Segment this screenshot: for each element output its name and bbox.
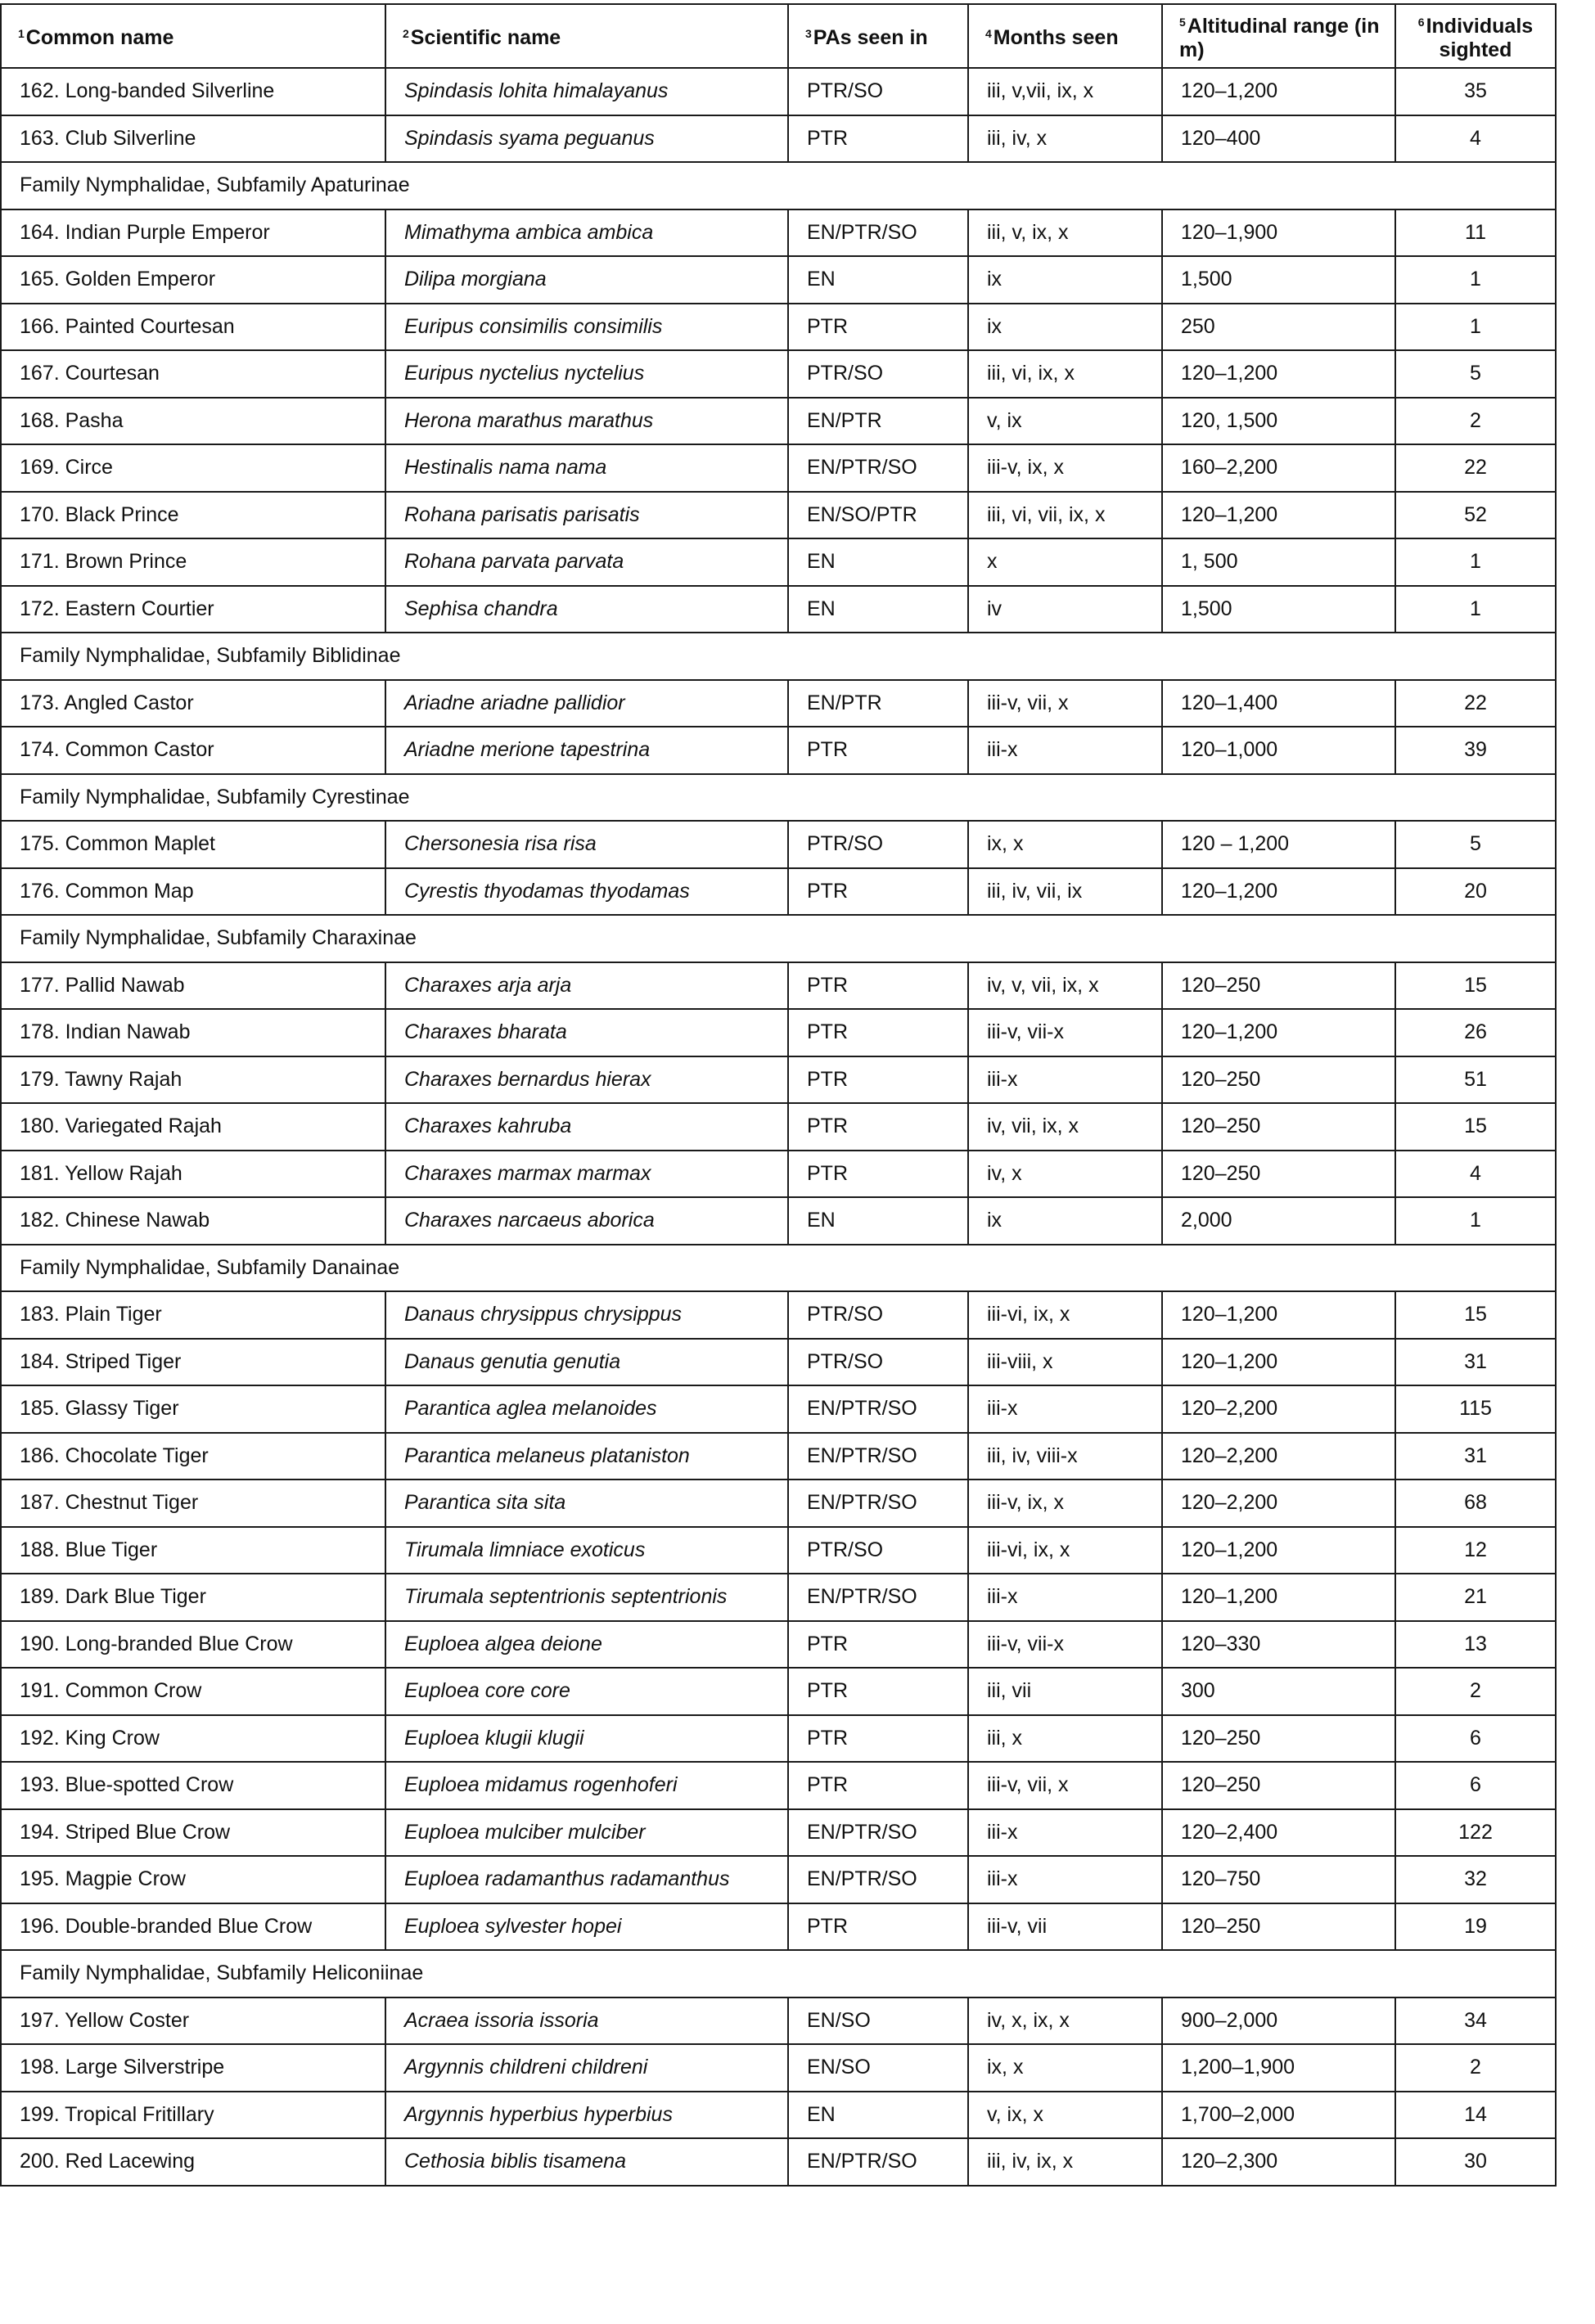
scientific-name-cell: Spindasis syama peguanus	[385, 115, 788, 163]
individuals-cell: 35	[1395, 68, 1556, 115]
altitude-cell: 300	[1162, 1668, 1395, 1715]
altitude-cell: 120–1,900	[1162, 209, 1395, 257]
table-row	[1, 821, 1556, 868]
altitude-cell: 1,200–1,900	[1162, 2044, 1395, 2092]
common-name-cell: 183. Plain Tiger	[1, 1291, 385, 1339]
common-name-cell: 193. Blue-spotted Crow	[1, 1762, 385, 1809]
months-cell: iii, iv, vii, ix	[968, 868, 1162, 916]
altitude-cell: 1,500	[1162, 256, 1395, 304]
pa-cell: PTR	[788, 1103, 968, 1151]
months-cell: iii-v, vii-x	[968, 1621, 1162, 1669]
altitude-cell: 120–330	[1162, 1621, 1395, 1669]
altitude-cell: 250	[1162, 304, 1395, 351]
individuals-cell: 68	[1395, 1480, 1556, 1527]
table-row	[1, 68, 1556, 115]
scientific-name-cell: Spindasis lohita himalayanus	[385, 68, 788, 115]
pa-cell: EN/PTR/SO	[788, 1480, 968, 1527]
months-cell: iv, x, ix, x	[968, 1997, 1162, 2045]
scientific-name-cell: Chersonesia risa risa	[385, 821, 788, 868]
altitude-cell: 160–2,200	[1162, 444, 1395, 492]
months-cell: ix	[968, 256, 1162, 304]
common-name-cell: 168. Pasha	[1, 398, 385, 445]
table-body	[1, 68, 1556, 2186]
altitude-cell: 120–1,200	[1162, 1574, 1395, 1621]
table-row	[1, 1668, 1556, 1715]
common-name-cell: 192. King Crow	[1, 1715, 385, 1763]
scientific-name-cell: Rohana parvata parvata	[385, 538, 788, 586]
individuals-cell: 31	[1395, 1339, 1556, 1386]
altitude-cell: 120–1,400	[1162, 680, 1395, 727]
individuals-cell: 20	[1395, 868, 1556, 916]
common-name-cell: 181. Yellow Rajah	[1, 1151, 385, 1198]
family-heading: Family Nymphalidae, Subfamily Danainae	[1, 1245, 1556, 1292]
common-name-cell: 162. Long-banded Silverline	[1, 68, 385, 115]
months-cell: iii, iv, viii-x	[968, 1433, 1162, 1480]
pa-cell: PTR	[788, 1903, 968, 1951]
table-row	[1, 1903, 1556, 1951]
altitude-cell: 120–1,200	[1162, 1339, 1395, 1386]
pa-cell: PTR	[788, 1762, 968, 1809]
individuals-cell: 5	[1395, 821, 1556, 868]
altitude-cell: 120–2,200	[1162, 1433, 1395, 1480]
scientific-name-cell: Euploea klugii klugii	[385, 1715, 788, 1763]
table-row	[1, 350, 1556, 398]
pa-cell: EN/PTR/SO	[788, 2138, 968, 2186]
scientific-name-cell: Euripus nyctelius nyctelius	[385, 350, 788, 398]
scientific-name-cell: Charaxes bharata	[385, 1009, 788, 1056]
individuals-cell: 1	[1395, 586, 1556, 633]
months-cell: iii-v, vii-x	[968, 1009, 1162, 1056]
pa-cell: EN/PTR/SO	[788, 1385, 968, 1433]
altitude-cell: 120–250	[1162, 1151, 1395, 1198]
individuals-cell: 12	[1395, 1527, 1556, 1574]
table-row	[1, 1291, 1556, 1339]
scientific-name-cell: Danaus chrysippus chrysippus	[385, 1291, 788, 1339]
months-cell: iii, v,vii, ix, x	[968, 68, 1162, 115]
individuals-cell: 4	[1395, 1151, 1556, 1198]
family-heading: Family Nymphalidae, Subfamily Biblidinae	[1, 633, 1556, 680]
common-name-cell: 185. Glassy Tiger	[1, 1385, 385, 1433]
common-name-cell: 194. Striped Blue Crow	[1, 1809, 385, 1857]
altitude-cell: 120–250	[1162, 962, 1395, 1010]
common-name-cell: 197. Yellow Coster	[1, 1997, 385, 2045]
altitude-cell: 120, 1,500	[1162, 398, 1395, 445]
table-row	[1, 1197, 1556, 1245]
altitude-cell: 900–2,000	[1162, 1997, 1395, 2045]
family-row	[1, 774, 1556, 822]
header-individuals-sighted: $^6$Individuals sighted	[1395, 4, 1556, 68]
common-name-cell: 166. Painted Courtesan	[1, 304, 385, 351]
pa-cell: PTR	[788, 868, 968, 916]
scientific-name-cell: Ariadne ariadne pallidior	[385, 680, 788, 727]
altitude-cell: 120 – 1,200	[1162, 821, 1395, 868]
months-cell: x	[968, 538, 1162, 586]
family-row	[1, 1950, 1556, 1997]
scientific-name-cell: Cyrestis thyodamas thyodamas	[385, 868, 788, 916]
table-row	[1, 1809, 1556, 1857]
common-name-cell: 199. Tropical Fritillary	[1, 2092, 385, 2139]
individuals-cell: 32	[1395, 1856, 1556, 1903]
pa-cell: EN	[788, 2092, 968, 2139]
scientific-name-cell: Argynnis childreni childreni	[385, 2044, 788, 2092]
scientific-name-cell: Herona marathus marathus	[385, 398, 788, 445]
individuals-cell: 1	[1395, 304, 1556, 351]
months-cell: iii-x	[968, 1385, 1162, 1433]
scientific-name-cell: Rohana parisatis parisatis	[385, 492, 788, 539]
pa-cell: EN/PTR/SO	[788, 1856, 968, 1903]
individuals-cell: 15	[1395, 1291, 1556, 1339]
table-row	[1, 1997, 1556, 2045]
months-cell: iii, vi, ix, x	[968, 350, 1162, 398]
pa-cell: PTR	[788, 304, 968, 351]
altitude-cell: 1,500	[1162, 586, 1395, 633]
altitude-cell: 120–1,200	[1162, 492, 1395, 539]
table-row	[1, 1385, 1556, 1433]
altitude-cell: 120–250	[1162, 1715, 1395, 1763]
individuals-cell: 30	[1395, 2138, 1556, 2186]
altitude-cell: 120–1,200	[1162, 68, 1395, 115]
altitude-cell: 1, 500	[1162, 538, 1395, 586]
individuals-cell: 14	[1395, 2092, 1556, 2139]
common-name-cell: 177. Pallid Nawab	[1, 962, 385, 1010]
common-name-cell: 182. Chinese Nawab	[1, 1197, 385, 1245]
scientific-name-cell: Charaxes narcaeus aborica	[385, 1197, 788, 1245]
individuals-cell: 1	[1395, 1197, 1556, 1245]
common-name-cell: 174. Common Castor	[1, 727, 385, 774]
pa-cell: PTR/SO	[788, 1291, 968, 1339]
common-name-cell: 164. Indian Purple Emperor	[1, 209, 385, 257]
common-name-cell: 175. Common Maplet	[1, 821, 385, 868]
common-name-cell: 200. Red Lacewing	[1, 2138, 385, 2186]
common-name-cell: 189. Dark Blue Tiger	[1, 1574, 385, 1621]
common-name-cell: 198. Large Silverstripe	[1, 2044, 385, 2092]
months-cell: iii, vii	[968, 1668, 1162, 1715]
individuals-cell: 15	[1395, 1103, 1556, 1151]
scientific-name-cell: Cethosia biblis tisamena	[385, 2138, 788, 2186]
months-cell: iv, x	[968, 1151, 1162, 1198]
individuals-cell: 22	[1395, 680, 1556, 727]
pa-cell: PTR	[788, 727, 968, 774]
altitude-cell: 120–2,200	[1162, 1480, 1395, 1527]
common-name-cell: 167. Courtesan	[1, 350, 385, 398]
altitude-cell: 120–1,200	[1162, 1527, 1395, 1574]
common-name-cell: 184. Striped Tiger	[1, 1339, 385, 1386]
months-cell: iii-v, ix, x	[968, 444, 1162, 492]
months-cell: iii-x	[968, 1809, 1162, 1857]
table-row	[1, 256, 1556, 304]
common-name-cell: 170. Black Prince	[1, 492, 385, 539]
pa-cell: PTR	[788, 1668, 968, 1715]
pa-cell: EN/PTR/SO	[788, 1433, 968, 1480]
altitude-cell: 120–2,200	[1162, 1385, 1395, 1433]
individuals-cell: 6	[1395, 1715, 1556, 1763]
species-table	[0, 3, 1557, 2187]
header-months-seen: $^4$Months seen	[968, 4, 1162, 68]
scientific-name-cell: Charaxes arja arja	[385, 962, 788, 1010]
pa-cell: PTR	[788, 1151, 968, 1198]
altitude-cell: 2,000	[1162, 1197, 1395, 1245]
common-name-cell: 173. Angled Castor	[1, 680, 385, 727]
altitude-cell: 120–2,300	[1162, 2138, 1395, 2186]
table-row	[1, 1103, 1556, 1151]
scientific-name-cell: Euploea algea deione	[385, 1621, 788, 1669]
scientific-name-cell: Tirumala limniace exoticus	[385, 1527, 788, 1574]
scientific-name-cell: Mimathyma ambica ambica	[385, 209, 788, 257]
table-row	[1, 727, 1556, 774]
individuals-cell: 2	[1395, 398, 1556, 445]
individuals-cell: 6	[1395, 1762, 1556, 1809]
individuals-cell: 22	[1395, 444, 1556, 492]
scientific-name-cell: Euploea mulciber mulciber	[385, 1809, 788, 1857]
scientific-name-cell: Charaxes marmax marmax	[385, 1151, 788, 1198]
altitude-cell: 120–1,200	[1162, 350, 1395, 398]
table-row	[1, 2092, 1556, 2139]
months-cell: iii, iv, x	[968, 115, 1162, 163]
table-row	[1, 1762, 1556, 1809]
table-row	[1, 1056, 1556, 1104]
months-cell: ix	[968, 304, 1162, 351]
altitude-cell: 120–250	[1162, 1903, 1395, 1951]
altitude-cell: 120–250	[1162, 1103, 1395, 1151]
months-cell: iii-v, vii, x	[968, 680, 1162, 727]
family-heading: Family Nymphalidae, Subfamily Cyrestinae	[1, 774, 1556, 822]
individuals-cell: 21	[1395, 1574, 1556, 1621]
pa-cell: PTR	[788, 115, 968, 163]
pa-cell: EN/SO/PTR	[788, 492, 968, 539]
table-row	[1, 1574, 1556, 1621]
altitude-cell: 120–1,200	[1162, 1009, 1395, 1056]
family-row	[1, 162, 1556, 209]
table-row	[1, 398, 1556, 445]
pa-cell: PTR/SO	[788, 821, 968, 868]
pa-cell: PTR/SO	[788, 1339, 968, 1386]
individuals-cell: 13	[1395, 1621, 1556, 1669]
altitude-cell: 120–750	[1162, 1856, 1395, 1903]
altitude-cell: 120–1,200	[1162, 868, 1395, 916]
altitude-cell: 1,700–2,000	[1162, 2092, 1395, 2139]
months-cell: iii-vi, ix, x	[968, 1527, 1162, 1574]
individuals-cell: 2	[1395, 1668, 1556, 1715]
months-cell: iii, iv, ix, x	[968, 2138, 1162, 2186]
common-name-cell: 195. Magpie Crow	[1, 1856, 385, 1903]
header-row	[1, 4, 1556, 68]
pa-cell: EN/SO	[788, 1997, 968, 2045]
scientific-name-cell: Hestinalis nama nama	[385, 444, 788, 492]
months-cell: ix	[968, 1197, 1162, 1245]
common-name-cell: 171. Brown Prince	[1, 538, 385, 586]
scientific-name-cell: Sephisa chandra	[385, 586, 788, 633]
pa-cell: EN/PTR	[788, 398, 968, 445]
scientific-name-cell: Dilipa morgiana	[385, 256, 788, 304]
table-row	[1, 1433, 1556, 1480]
table-row	[1, 1621, 1556, 1669]
table-row	[1, 1151, 1556, 1198]
scientific-name-cell: Charaxes kahruba	[385, 1103, 788, 1151]
months-cell: ix, x	[968, 821, 1162, 868]
months-cell: iii-v, ix, x	[968, 1480, 1162, 1527]
scientific-name-cell: Euploea radamanthus radamanthus	[385, 1856, 788, 1903]
individuals-cell: 31	[1395, 1433, 1556, 1480]
table-row	[1, 209, 1556, 257]
scientific-name-cell: Parantica sita sita	[385, 1480, 788, 1527]
pa-cell: EN/PTR/SO	[788, 444, 968, 492]
family-heading: Family Nymphalidae, Subfamily Apaturinae	[1, 162, 1556, 209]
pa-cell: PTR	[788, 1009, 968, 1056]
table-row	[1, 1527, 1556, 1574]
individuals-cell: 39	[1395, 727, 1556, 774]
individuals-cell: 5	[1395, 350, 1556, 398]
scientific-name-cell: Euripus consimilis consimilis	[385, 304, 788, 351]
pa-cell: EN	[788, 586, 968, 633]
scientific-name-cell: Danaus genutia genutia	[385, 1339, 788, 1386]
table-row	[1, 680, 1556, 727]
table-row	[1, 115, 1556, 163]
pa-cell: EN/SO	[788, 2044, 968, 2092]
table-row	[1, 2138, 1556, 2186]
individuals-cell: 11	[1395, 209, 1556, 257]
months-cell: v, ix, x	[968, 2092, 1162, 2139]
months-cell: iii-x	[968, 1056, 1162, 1104]
months-cell: iii-x	[968, 1574, 1162, 1621]
individuals-cell: 19	[1395, 1903, 1556, 1951]
months-cell: iv	[968, 586, 1162, 633]
individuals-cell: 15	[1395, 962, 1556, 1010]
months-cell: iii-viii, x	[968, 1339, 1162, 1386]
scientific-name-cell: Parantica aglea melanoides	[385, 1385, 788, 1433]
scientific-name-cell: Euploea midamus rogenhoferi	[385, 1762, 788, 1809]
pa-cell: EN/PTR	[788, 680, 968, 727]
header-altitudinal-range: $^5$Altitudinal range (in m)	[1162, 4, 1395, 68]
table-row	[1, 868, 1556, 916]
scientific-name-cell: Tirumala septentrionis septentrionis	[385, 1574, 788, 1621]
months-cell: iii, vi, vii, ix, x	[968, 492, 1162, 539]
pa-cell: EN	[788, 1197, 968, 1245]
header-common-name: $^1$Common name	[1, 4, 385, 68]
pa-cell: EN/PTR/SO	[788, 1574, 968, 1621]
altitude-cell: 120–1,000	[1162, 727, 1395, 774]
table-row	[1, 1480, 1556, 1527]
common-name-cell: 188. Blue Tiger	[1, 1527, 385, 1574]
pa-cell: PTR/SO	[788, 68, 968, 115]
months-cell: iii-x	[968, 727, 1162, 774]
family-heading: Family Nymphalidae, Subfamily Charaxinae	[1, 915, 1556, 962]
scientific-name-cell: Euploea sylvester hopei	[385, 1903, 788, 1951]
common-name-cell: 179. Tawny Rajah	[1, 1056, 385, 1104]
scientific-name-cell: Acraea issoria issoria	[385, 1997, 788, 2045]
months-cell: iii-v, vii, x	[968, 1762, 1162, 1809]
pa-cell: PTR	[788, 1621, 968, 1669]
table-row	[1, 586, 1556, 633]
table-row	[1, 492, 1556, 539]
pa-cell: PTR	[788, 962, 968, 1010]
table-row	[1, 304, 1556, 351]
individuals-cell: 26	[1395, 1009, 1556, 1056]
months-cell: iv, vii, ix, x	[968, 1103, 1162, 1151]
individuals-cell: 52	[1395, 492, 1556, 539]
common-name-cell: 180. Variegated Rajah	[1, 1103, 385, 1151]
table-row	[1, 1339, 1556, 1386]
table-row	[1, 962, 1556, 1010]
table-row	[1, 444, 1556, 492]
common-name-cell: 176. Common Map	[1, 868, 385, 916]
scientific-name-cell: Euploea core core	[385, 1668, 788, 1715]
months-cell: iii-vi, ix, x	[968, 1291, 1162, 1339]
table-row	[1, 538, 1556, 586]
common-name-cell: 163. Club Silverline	[1, 115, 385, 163]
pa-cell: PTR	[788, 1056, 968, 1104]
altitude-cell: 120–250	[1162, 1056, 1395, 1104]
altitude-cell: 120–1,200	[1162, 1291, 1395, 1339]
scientific-name-cell: Ariadne merione tapestrina	[385, 727, 788, 774]
header-pas-seen-in: $^3$PAs seen in	[788, 4, 968, 68]
months-cell: iii-v, vii	[968, 1903, 1162, 1951]
pa-cell: EN	[788, 538, 968, 586]
months-cell: iv, v, vii, ix, x	[968, 962, 1162, 1010]
common-name-cell: 178. Indian Nawab	[1, 1009, 385, 1056]
months-cell: iii-x	[968, 1856, 1162, 1903]
months-cell: iii, v, ix, x	[968, 209, 1162, 257]
individuals-cell: 34	[1395, 1997, 1556, 2045]
pa-cell: EN	[788, 256, 968, 304]
common-name-cell: 196. Double-branded Blue Crow	[1, 1903, 385, 1951]
common-name-cell: 186. Chocolate Tiger	[1, 1433, 385, 1480]
common-name-cell: 165. Golden Emperor	[1, 256, 385, 304]
altitude-cell: 120–2,400	[1162, 1809, 1395, 1857]
individuals-cell: 1	[1395, 256, 1556, 304]
common-name-cell: 172. Eastern Courtier	[1, 586, 385, 633]
family-row	[1, 633, 1556, 680]
common-name-cell: 191. Common Crow	[1, 1668, 385, 1715]
individuals-cell: 51	[1395, 1056, 1556, 1104]
individuals-cell: 2	[1395, 2044, 1556, 2092]
individuals-cell: 1	[1395, 538, 1556, 586]
pa-cell: EN/PTR/SO	[788, 209, 968, 257]
individuals-cell: 115	[1395, 1385, 1556, 1433]
header-scientific-name: $^2$Scientific name	[385, 4, 788, 68]
months-cell: ix, x	[968, 2044, 1162, 2092]
table-row	[1, 2044, 1556, 2092]
table-row	[1, 1009, 1556, 1056]
individuals-cell: 4	[1395, 115, 1556, 163]
common-name-cell: 187. Chestnut Tiger	[1, 1480, 385, 1527]
altitude-cell: 120–400	[1162, 115, 1395, 163]
family-row	[1, 1245, 1556, 1292]
months-cell: iii, x	[968, 1715, 1162, 1763]
pa-cell: PTR/SO	[788, 350, 968, 398]
individuals-cell: 122	[1395, 1809, 1556, 1857]
scientific-name-cell: Parantica melaneus plataniston	[385, 1433, 788, 1480]
scientific-name-cell: Charaxes bernardus hierax	[385, 1056, 788, 1104]
months-cell: v, ix	[968, 398, 1162, 445]
table-row	[1, 1856, 1556, 1903]
scientific-name-cell: Argynnis hyperbius hyperbius	[385, 2092, 788, 2139]
family-heading: Family Nymphalidae, Subfamily Heliconiinae	[1, 1950, 1556, 1997]
table-row	[1, 1715, 1556, 1763]
family-row	[1, 915, 1556, 962]
common-name-cell: 190. Long-branded Blue Crow	[1, 1621, 385, 1669]
pa-cell: PTR/SO	[788, 1527, 968, 1574]
pa-cell: EN/PTR/SO	[788, 1809, 968, 1857]
altitude-cell: 120–250	[1162, 1762, 1395, 1809]
common-name-cell: 169. Circe	[1, 444, 385, 492]
pa-cell: PTR	[788, 1715, 968, 1763]
